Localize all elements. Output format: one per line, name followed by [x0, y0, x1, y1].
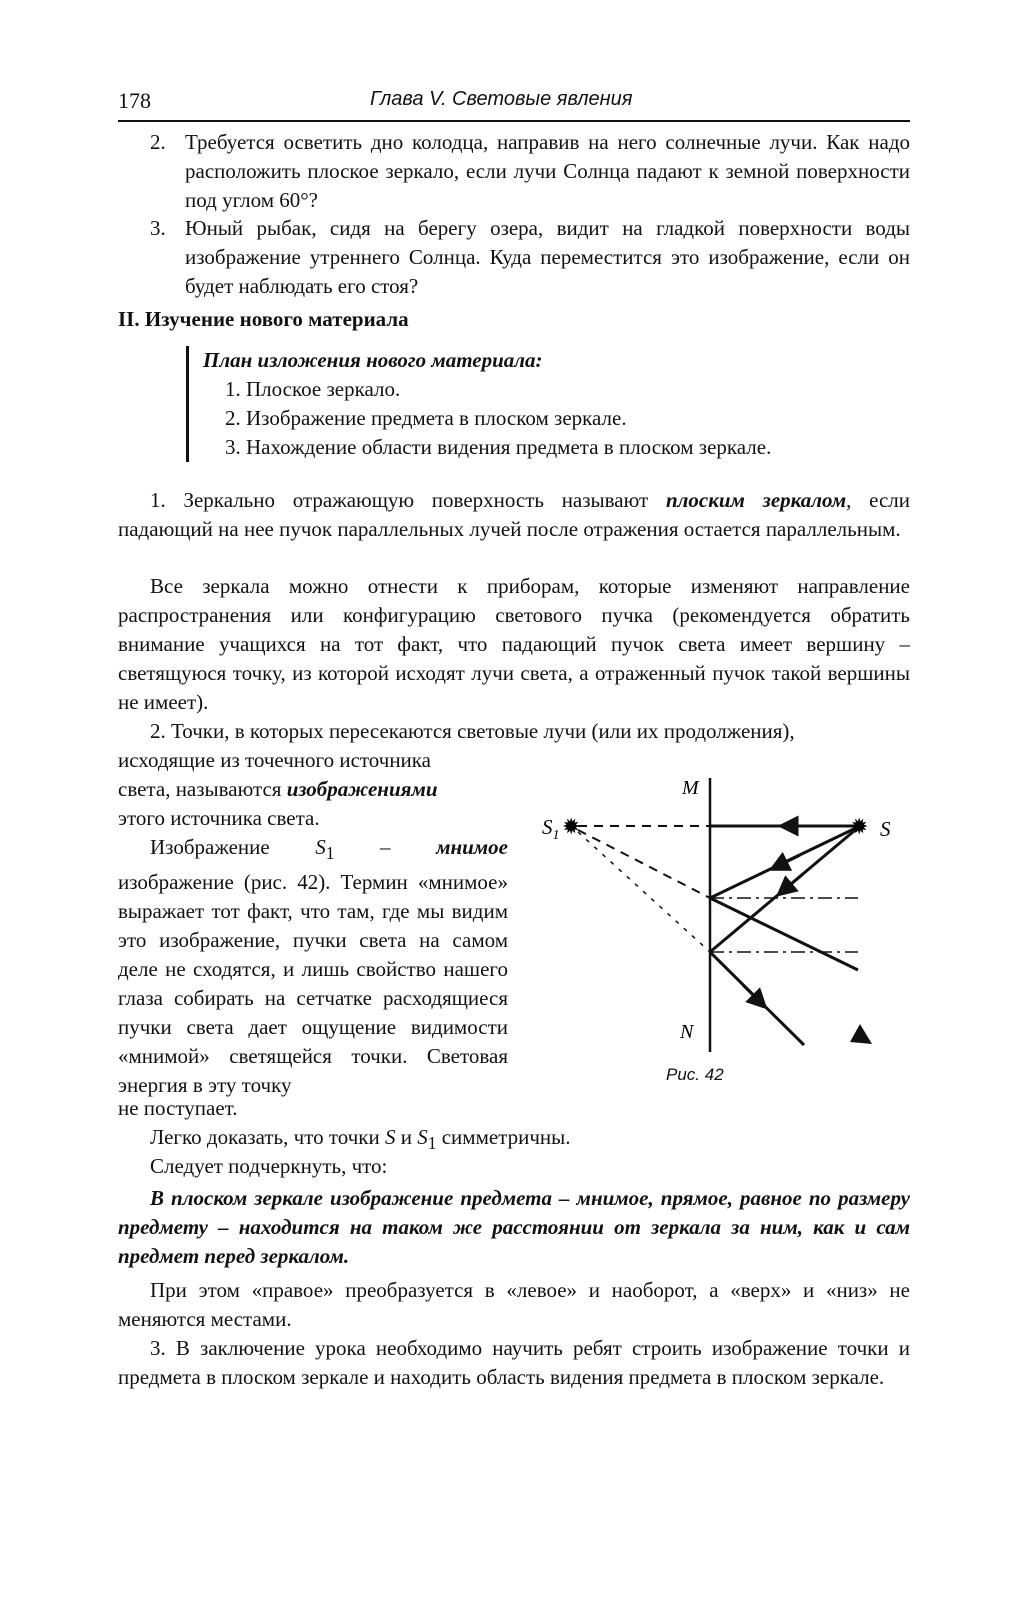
label-m: M — [682, 777, 699, 799]
chapter-title: Глава V. Световые явления — [370, 88, 633, 110]
paragraph-virtual-image — [118, 833, 508, 1100]
plan-title: План изложения нового материала: — [203, 348, 543, 372]
text-run: симметричны. — [436, 1125, 571, 1149]
paragraph-flat-mirror — [118, 486, 910, 544]
text-run: изображение (рис. 42). Термин «мнимое» выражает тот факт, что там, где мы видим это изображение, пучки света на самом деле не сходятся, и лишь свойство нашего глаза собирать на сетчатке расходящиеся пучки света дает ощущение видимости «мнимой» светящейся точки. Световая энергия в эту точку — [118, 870, 508, 1098]
label-s1 — [542, 815, 560, 843]
paragraph-emphasis-intro: Следует подчеркнуть, что: — [150, 1154, 388, 1178]
ray-arrow — [784, 874, 803, 890]
subscript: 1 — [427, 1133, 437, 1154]
question-number: 2. — [150, 130, 166, 154]
label-s1-letter: S — [542, 815, 553, 839]
page-header — [118, 88, 910, 122]
eye-icon — [850, 1024, 872, 1044]
plan-item: 1. Плоское зеркало. — [225, 377, 401, 401]
label-s: S — [880, 817, 891, 841]
paragraph-not-reach: не поступает. — [118, 1096, 238, 1120]
ray-arrow — [743, 985, 760, 1002]
symbol-s1: S — [417, 1125, 428, 1149]
question-text: Требуется осветить дно колодца, направив на него солнечные лучи. Как надо расположить плоское зеркало, если лучи Солнца падают к земной поверхности под углом 60°? — [185, 130, 910, 212]
image-star-icon: ✹ — [562, 815, 581, 840]
term-flat-mirror: плоским зеркалом — [665, 488, 847, 512]
paragraph-conclusion: 3. В заключение урока необходимо научить ребят строить изображение точки и предмета в плоском зеркале и находить область видения предмета в плоском зеркале. — [118, 1336, 910, 1389]
question-number: 3. — [150, 216, 166, 240]
label-s1-sub: 1 — [552, 828, 560, 843]
ray-arrow — [778, 855, 800, 866]
plan-item: 2. Изображение предмета в плоском зеркале. — [225, 406, 627, 430]
virtual-ray — [578, 830, 710, 898]
text-line: этого источника света. — [118, 806, 320, 830]
figure-caption: Рис. 42 — [666, 1065, 724, 1084]
symbol-s: S — [384, 1125, 396, 1149]
text-line: исходящие из точечного источника — [118, 748, 432, 772]
text-run: Легко доказать, что точки — [150, 1125, 385, 1149]
symbol-s1: S — [315, 835, 326, 859]
term-virtual: мнимое — [436, 835, 508, 859]
virtual-ray — [578, 832, 710, 952]
question-3 — [150, 214, 910, 301]
text-run: 1. Зеркально отражающую поверхность называют — [150, 488, 666, 512]
source-star-icon: ✹ — [850, 815, 869, 840]
plan-item: 3. Нахождение области видения предмета в плоском зеркале. — [225, 435, 772, 459]
paragraph-left-right: При этом «правое» преобразуется в «левое» и наоборот, а «верх» и «низ» не меняются местами. — [118, 1278, 910, 1331]
text-run: Изображение — [150, 835, 316, 859]
subscript: 1 — [325, 843, 335, 864]
question-text: Юный рыбак, сидя на берегу озера, видит на гладкой поверхности воды изображение утреннего Солнца. Куда переместится это изображение, если он будет наблюдать его стоя? — [185, 216, 910, 298]
section-heading: II. Изучение нового материала — [118, 307, 409, 331]
paragraph-images — [118, 746, 508, 833]
lesson-plan — [186, 346, 903, 462]
text-run: , если падающий на нее пучок параллельных лучей после отражения остается параллельным. — [118, 488, 910, 541]
highlighted-rule: В плоском зеркале изображение предмета – мнимое, прямое, равное по размеру предмету – находится на таком же расстоянии от зеркала за ним, как и сам предмет перед зеркалом. — [118, 1186, 910, 1268]
paragraph-mirrors-devices: Все зеркала можно отнести к приборам, которые изменяют направление распространения или конфигурацию светового пучка (рекомендуется обратить внимание учащихся на тот факт, что падающий пучок света имеет вершину – светящуюся точку, из которой исходят лучи света, а отраженный пучок такой вершины не имеет). — [118, 574, 910, 714]
text-run: и — [395, 1125, 418, 1149]
question-2 — [150, 128, 910, 215]
figure-42-diagram — [538, 770, 918, 1100]
term-images: изображениями — [286, 777, 438, 801]
paragraph-images-line1: 2. Точки, в которых пересекаются световые лучи (или их продолжения), — [150, 719, 795, 743]
page-number: 178 — [118, 88, 151, 113]
text-run: света, называются — [118, 777, 287, 801]
label-n: N — [680, 1021, 694, 1043]
text-run: – — [334, 835, 437, 859]
